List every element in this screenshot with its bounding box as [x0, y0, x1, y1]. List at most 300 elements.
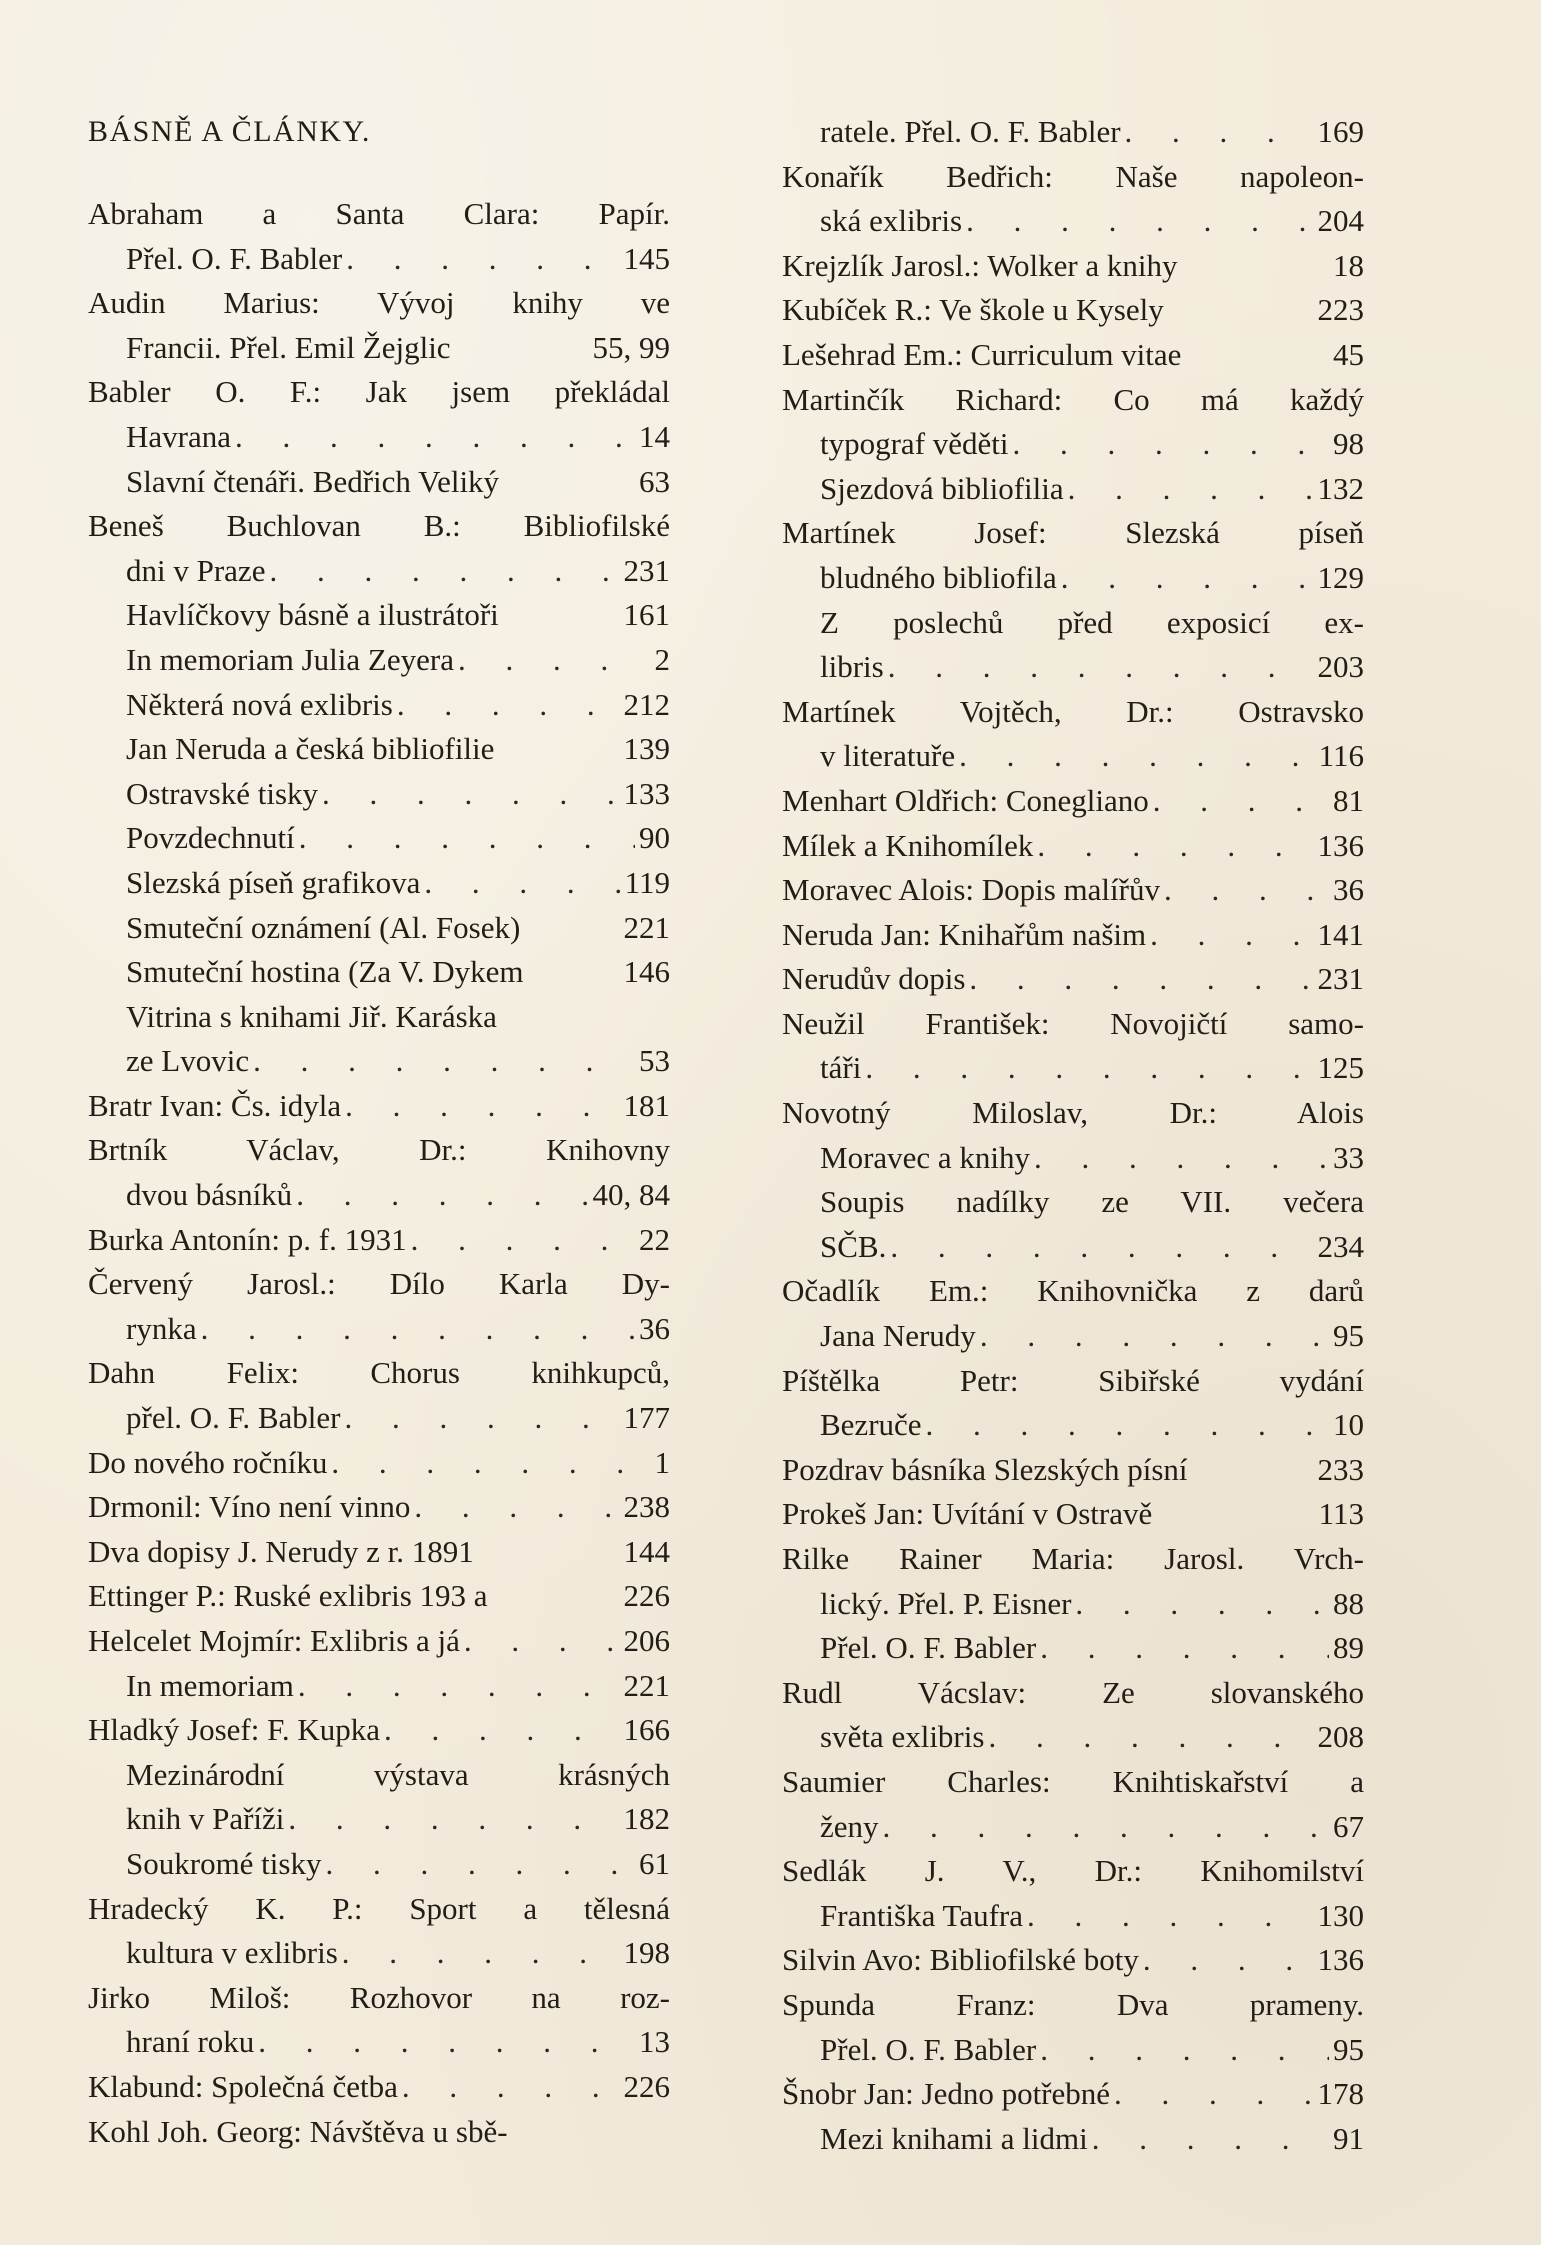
- index-entry: [782, 1002, 1364, 1091]
- entry-title: Krejzlík Jarosl.: Wolker a knihy: [782, 247, 1178, 283]
- index-entry: [782, 1537, 1364, 1626]
- entry-title: Přel. O. F. Babler: [126, 240, 343, 276]
- entry-title: Abraham a Santa Clara: Papír.: [88, 196, 670, 231]
- entry-title: Sedlák J. V., Dr.: Knihomilství: [782, 1853, 1364, 1889]
- index-entry: [88, 370, 670, 459]
- index-entry-line: [88, 2065, 670, 2110]
- index-entry: [782, 1269, 1364, 1358]
- index-entry-line: [782, 2028, 1364, 2073]
- index-entry: [782, 467, 1364, 512]
- dot-leader: [414, 1485, 619, 1530]
- entry-title: Drmonil: Víno není vinno: [88, 1489, 411, 1525]
- entry-title: Dahn Felix: Chorus knihkupců,: [88, 1355, 670, 1391]
- index-entry: [88, 1485, 670, 1530]
- index-entry: [88, 2065, 670, 2110]
- entry-title: Moravec a knihy: [820, 1139, 1031, 1175]
- index-entry-line: [782, 155, 1364, 200]
- dot-leader: [1153, 779, 1329, 824]
- page-number: 231: [623, 552, 670, 588]
- entry-title: dvou básníků: [126, 1177, 293, 1213]
- entry-title: přel. O. F. Babler: [126, 1400, 341, 1436]
- index-entry-line: [88, 1218, 670, 1263]
- page-number: 136: [1317, 1942, 1364, 1978]
- dot-leader: [1061, 556, 1314, 601]
- entry-title: Smuteční oznámení (Al. Fosek): [126, 909, 521, 945]
- index-entry-line: [88, 1128, 670, 1173]
- entry-title: Pozdrav básníka Slezských písní: [782, 1451, 1188, 1487]
- index-entry: [88, 1262, 670, 1351]
- dot-leader: [411, 1218, 635, 1263]
- index-entry-line: [782, 110, 1364, 155]
- dot-leader: [298, 1664, 620, 1709]
- index-entry: [88, 1530, 670, 1575]
- entry-title: Saumier Charles: Knihtiskařství a: [782, 1763, 1364, 1799]
- entry-title: Havlíčkovy básně a ilustrátoři: [126, 597, 499, 633]
- dot-leader: [325, 1842, 635, 1887]
- dot-leader: [458, 638, 636, 683]
- entry-title: Ostravské tisky: [126, 775, 319, 811]
- page-number: 129: [1317, 559, 1364, 595]
- page-number: 45: [1333, 336, 1364, 372]
- entry-title: Francii. Přel. Emil Žejglic: [126, 329, 451, 365]
- index-entry-line: [88, 683, 670, 728]
- dot-leader: [331, 1441, 636, 1486]
- index-entry-line: [88, 950, 670, 995]
- index-entry-line: [88, 1351, 670, 1396]
- index-entry: [88, 816, 670, 861]
- page-number: 136: [1317, 827, 1364, 863]
- dot-leader: [1143, 1938, 1314, 1983]
- dot-leader: [1034, 1136, 1329, 1181]
- index-entry: [782, 1938, 1364, 1983]
- index-entry-line: [782, 378, 1364, 423]
- index-entry: [88, 460, 670, 505]
- index-entry: [88, 1441, 670, 1486]
- index-entry-line: [88, 593, 670, 638]
- index-entry-line: [782, 1760, 1364, 1805]
- index-entry-line: [782, 1938, 1364, 1983]
- index-entry-line: [88, 1530, 670, 1575]
- entry-title: Menhart Oldřich: Conegliano: [782, 782, 1149, 818]
- page-number: 67: [1333, 1808, 1364, 1844]
- page-number: 204: [1317, 203, 1364, 239]
- index-entry: [88, 1619, 670, 1664]
- entry-title: libris: [820, 649, 884, 685]
- dot-leader: [890, 1225, 1313, 1270]
- entry-title: Očadlík Em.: Knihovnička z darů: [782, 1273, 1364, 1309]
- dot-leader: [926, 1403, 1329, 1448]
- page-number: 178: [1317, 2076, 1364, 2112]
- index-list-right: [782, 110, 1364, 2161]
- dot-leader: [1150, 913, 1313, 958]
- page-number: 40, 84: [592, 1177, 670, 1213]
- index-entry: [782, 288, 1364, 333]
- index-entry: [88, 995, 670, 1084]
- index-entry-line: [88, 415, 670, 460]
- index-entry-line: [88, 2020, 670, 2065]
- index-entry-line: [88, 1842, 670, 1887]
- index-entry: [88, 1084, 670, 1129]
- index-entry: [782, 868, 1364, 913]
- entry-title: Mílek a Knihomílek: [782, 827, 1034, 863]
- page-number: 238: [623, 1489, 670, 1525]
- entry-title: Kohl Joh. Georg: Návštěva u sbě-: [88, 2113, 508, 2149]
- entry-title: Havrana: [126, 418, 231, 454]
- dot-leader: [402, 2065, 620, 2110]
- index-entry: [88, 683, 670, 728]
- page-number: 181: [623, 1087, 670, 1123]
- entry-title: Brtník Václav, Dr.: Knihovny: [88, 1132, 670, 1168]
- entry-title: Sjezdová bibliofilia: [820, 470, 1064, 506]
- entry-title: Spunda Franz: Dva prameny.: [782, 1986, 1364, 2022]
- index-entry-line: [782, 199, 1364, 244]
- index-entry-line: [88, 1753, 670, 1798]
- entry-title: ze Lvovic: [126, 1043, 250, 1079]
- page-number: 89: [1333, 1630, 1364, 1666]
- index-entry-line: [88, 1441, 670, 1486]
- index-entry-line: [782, 690, 1364, 735]
- entry-title: Martinčík Richard: Co má každý: [782, 381, 1364, 417]
- dot-leader: [253, 1039, 635, 1084]
- page-number: 81: [1333, 782, 1364, 818]
- index-entry-line: [782, 288, 1364, 333]
- dot-leader: [980, 1314, 1329, 1359]
- index-entry: [88, 192, 670, 281]
- page-number: 36: [639, 1310, 670, 1346]
- dot-leader: [201, 1307, 635, 1352]
- index-entry: [88, 1708, 670, 1753]
- dot-leader: [1027, 1894, 1314, 1939]
- dot-leader: [888, 645, 1314, 690]
- index-entry-line: [782, 244, 1364, 289]
- index-entry-line: [88, 549, 670, 594]
- entry-title: v literatuře: [820, 738, 956, 774]
- index-entry-line: [782, 1225, 1364, 1270]
- dot-leader: [235, 415, 635, 460]
- index-entry-line: [88, 1619, 670, 1664]
- index-entry-line: [88, 1485, 670, 1530]
- page-number: 33: [1333, 1139, 1364, 1175]
- index-entry-line: [782, 957, 1364, 1002]
- dot-leader: [344, 1396, 619, 1441]
- page-number: 234: [1317, 1228, 1364, 1264]
- index-entry: [782, 913, 1364, 958]
- index-entry-line: [782, 1091, 1364, 1136]
- index-entry-line: [88, 1084, 670, 1129]
- index-entry-line: [782, 1715, 1364, 1760]
- index-entry-line: [782, 1269, 1364, 1314]
- entry-title: Martínek Josef: Slezská píseň: [782, 515, 1364, 551]
- dot-leader: [397, 683, 620, 728]
- entry-title: Slavní čtenáři. Bedřich Veliký: [126, 463, 500, 499]
- index-entry: [782, 824, 1364, 869]
- entry-title: Jan Neruda a česká bibliofilie: [126, 731, 495, 767]
- index-entry: [782, 1983, 1364, 2072]
- entry-title: Přel. O. F. Babler: [820, 2031, 1037, 2067]
- page-number: 132: [1317, 470, 1364, 506]
- dot-leader: [322, 772, 619, 817]
- index-entry-line: [782, 1626, 1364, 1671]
- dot-leader: [424, 861, 620, 906]
- index-entry-line: [88, 1664, 670, 1709]
- dot-leader: [1125, 110, 1314, 155]
- page-number: 113: [1318, 1496, 1364, 1532]
- entry-title: Jana Nerudy: [820, 1318, 976, 1354]
- page-number: 145: [623, 240, 670, 276]
- dot-leader: [883, 1805, 1329, 1850]
- entry-title: kultura v exlibris: [126, 1935, 338, 1971]
- page-number: 98: [1333, 426, 1364, 462]
- index-entry-line: [88, 1173, 670, 1218]
- index-entry: [782, 779, 1364, 824]
- index-entry: [88, 727, 670, 772]
- dot-leader: [288, 1797, 619, 1842]
- dot-leader: [345, 1084, 619, 1129]
- page-number: 90: [639, 820, 670, 856]
- index-entry-line: [88, 326, 670, 371]
- index-entry: [88, 1664, 670, 1709]
- entry-title: hraní roku: [126, 2024, 255, 2060]
- section-heading: BÁSNĚ A ČLÁNKY.: [88, 115, 371, 148]
- index-entry: [782, 957, 1364, 1002]
- index-entry: [782, 378, 1364, 467]
- dot-leader: [299, 816, 635, 861]
- entry-title: Novotný Miloslav, Dr.: Alois: [782, 1095, 1364, 1131]
- index-entry: [88, 1128, 670, 1217]
- entry-title: Moravec Alois: Dopis malířův: [782, 872, 1160, 908]
- index-entry: [88, 950, 670, 995]
- index-entry: [88, 1842, 670, 1887]
- index-list-left: [88, 192, 670, 2154]
- index-entry-line: [88, 1039, 670, 1084]
- index-entry-line: [782, 1983, 1364, 2028]
- page-number: 233: [1317, 1451, 1364, 1487]
- index-entry-line: [782, 1849, 1364, 1894]
- page-number: 231: [1317, 961, 1364, 997]
- index-entry: [782, 1091, 1364, 1180]
- dot-leader: [464, 1619, 620, 1664]
- entry-title: Silvin Avo: Bibliofilské boty: [782, 1942, 1139, 1978]
- dot-leader: [1068, 467, 1314, 512]
- entry-title: SČB.: [820, 1228, 887, 1264]
- entry-title: Babler O. F.: Jak jsem překládal: [88, 374, 670, 410]
- index-entry-line: [88, 816, 670, 861]
- entry-title: Rudl Vácslav: Ze slovanského: [782, 1674, 1364, 1710]
- page-number: 10: [1333, 1407, 1364, 1443]
- index-entry-line: [88, 1797, 670, 1842]
- dot-leader: [865, 1046, 1313, 1091]
- index-entry: [782, 2072, 1364, 2117]
- entry-title: dni v Praze: [126, 552, 266, 588]
- page-number: 130: [1317, 1897, 1364, 1933]
- page-number: 169: [1317, 114, 1364, 149]
- index-entry: [782, 155, 1364, 244]
- dot-leader: [296, 1173, 588, 1218]
- entry-title: Vitrina s knihami Jiř. Karáska: [126, 998, 497, 1034]
- page-number: 166: [623, 1712, 670, 1748]
- index-entry-line: [782, 1448, 1364, 1493]
- page-number: 198: [623, 1935, 670, 1971]
- page-number: 116: [1318, 738, 1364, 774]
- page-number: 22: [639, 1221, 670, 1257]
- index-entry: [782, 1626, 1364, 1671]
- index-entry-line: [782, 2117, 1364, 2162]
- entry-title: táři: [820, 1050, 862, 1086]
- index-entry-line: [88, 1574, 670, 1619]
- page-number: 161: [623, 597, 670, 633]
- index-entry: [88, 1574, 670, 1619]
- dot-leader: [1013, 422, 1329, 467]
- page-number: 221: [623, 1667, 670, 1703]
- index-entry: [782, 511, 1364, 600]
- index-entry-line: [782, 913, 1364, 958]
- index-entry: [782, 601, 1364, 690]
- page-number: 206: [623, 1623, 670, 1658]
- index-entry: [782, 1671, 1364, 1760]
- dot-leader: [1037, 824, 1313, 869]
- dot-leader: [258, 2020, 635, 2065]
- index-entry-line: [782, 1046, 1364, 1091]
- entry-title: Soupis nadílky ze VII. večera: [820, 1184, 1364, 1220]
- page-number: 208: [1317, 1719, 1364, 1755]
- entry-title: Mezi knihami a lidmi: [820, 2120, 1088, 2156]
- page-number: 95: [1333, 1318, 1364, 1354]
- page-number: 133: [623, 775, 670, 811]
- index-entry: [88, 593, 670, 638]
- index-entry-line: [88, 281, 670, 326]
- index-entry-line: [88, 861, 670, 906]
- index-entry-line: [88, 192, 670, 237]
- index-entry: [88, 1753, 670, 1842]
- index-entry: [782, 690, 1364, 779]
- index-entry-line: [88, 727, 670, 772]
- entry-title: Některá nová exlibris: [126, 686, 393, 722]
- entry-title: In memoriam Julia Zeyera: [126, 641, 454, 677]
- dot-leader: [1040, 1626, 1329, 1671]
- index-entry-line: [782, 1002, 1364, 1047]
- index-entry-line: [88, 995, 670, 1040]
- dot-leader: [966, 199, 1313, 244]
- entry-title: Klabund: Společná četba: [88, 2068, 398, 2104]
- entry-title: Smuteční hostina (Za V. Dykem: [126, 954, 524, 990]
- entry-title: Prokeš Jan: Uvítání v Ostravě: [782, 1496, 1153, 1532]
- index-entry: [88, 638, 670, 683]
- index-entry: [782, 333, 1364, 378]
- index-entry: [782, 244, 1364, 289]
- dot-leader: [969, 957, 1313, 1002]
- index-entry-line: [88, 2110, 670, 2155]
- index-entry-line: [88, 370, 670, 415]
- index-entry-line: [782, 511, 1364, 556]
- entry-title: Helcelet Mojmír: Exlibris a já: [88, 1623, 460, 1658]
- index-entry: [782, 1448, 1364, 1493]
- index-entry-line: [782, 422, 1364, 467]
- page-number: 177: [623, 1400, 670, 1436]
- index-entry-line: [88, 772, 670, 817]
- index-entry-line: [782, 645, 1364, 690]
- page-number: 146: [623, 954, 670, 990]
- entry-title: Jirko Miloš: Rozhovor na roz-: [88, 1979, 670, 2015]
- index-entry: [88, 906, 670, 951]
- page-number: 36: [1333, 872, 1364, 908]
- index-entry-line: [782, 1582, 1364, 1627]
- page-number: 221: [623, 909, 670, 945]
- dot-leader: [988, 1715, 1313, 1760]
- index-entry: [782, 110, 1364, 155]
- entry-title: knih v Paříži: [126, 1801, 285, 1837]
- entry-title: Nerudův dopis: [782, 961, 966, 997]
- index-entry-line: [88, 1708, 670, 1753]
- page-number: 91: [1333, 2120, 1364, 2156]
- index-entry: [88, 1976, 670, 2065]
- index-entry-line: [782, 1671, 1364, 1716]
- page-number: 203: [1317, 649, 1364, 685]
- index-entry-line: [782, 333, 1364, 378]
- entry-title: Do nového ročníku: [88, 1444, 328, 1480]
- entry-title: Neruda Jan: Knihařům našim: [782, 916, 1147, 952]
- dot-leader: [342, 1931, 620, 1976]
- index-entry-line: [782, 467, 1364, 512]
- index-entry: [782, 1359, 1364, 1448]
- entry-title: Z poslechů před exposicí ex-: [820, 604, 1364, 640]
- entry-title: Šnobr Jan: Jedno potřebné: [782, 2076, 1111, 2112]
- entry-title: Františka Taufra: [820, 1897, 1023, 1933]
- entry-title: rynka: [126, 1310, 197, 1346]
- entry-title: typograf věděti: [820, 426, 1009, 462]
- entry-title: Slezská píseň grafikova: [126, 864, 421, 900]
- index-entry: [88, 2110, 670, 2155]
- index-entry-line: [782, 556, 1364, 601]
- entry-title: bludného bibliofila: [820, 559, 1057, 595]
- entry-title: Konařík Bedřich: Naše napoleon-: [782, 158, 1364, 194]
- index-entry: [88, 772, 670, 817]
- index-entry-line: [88, 460, 670, 505]
- index-entry: [782, 1180, 1364, 1269]
- entry-title: Beneš Buchlovan B.: Bibliofilské: [88, 508, 670, 544]
- dot-leader: [269, 549, 619, 594]
- index-entry-line: [782, 1805, 1364, 1850]
- entry-title: Hradecký K. P.: Sport a tělesná: [88, 1890, 670, 1926]
- index-entry-line: [88, 237, 670, 282]
- index-entry-line: [88, 1976, 670, 2021]
- index-entry-line: [782, 1359, 1364, 1404]
- page-number: 182: [623, 1801, 670, 1837]
- page-number: 226: [623, 2068, 670, 2104]
- page-number: 226: [623, 1578, 670, 1614]
- index-entry-line: [88, 1396, 670, 1441]
- dot-leader: [959, 734, 1315, 779]
- index-entry-line: [782, 1180, 1364, 1225]
- entry-title: Dva dopisy J. Nerudy z r. 1891: [88, 1533, 474, 1569]
- entry-title: Bratr Ivan: Čs. idyla: [88, 1087, 342, 1123]
- dot-leader: [1114, 2072, 1313, 2117]
- page-number: 119: [624, 864, 670, 900]
- index-entry-line: [782, 868, 1364, 913]
- entry-title: Martínek Vojtěch, Dr.: Ostravsko: [782, 693, 1364, 729]
- dot-leader: [1075, 1582, 1329, 1627]
- page-number: 139: [623, 731, 670, 767]
- page-number: 2: [654, 641, 670, 677]
- entry-title: Audin Marius: Vývoj knihy ve: [88, 285, 670, 321]
- entry-title: ženy: [820, 1808, 879, 1844]
- index-entry-line: [782, 1492, 1364, 1537]
- entry-title: lický. Přel. P. Eisner: [820, 1585, 1072, 1621]
- index-entry: [88, 1218, 670, 1263]
- page-number: 53: [639, 1043, 670, 1079]
- dot-leader: [346, 237, 619, 282]
- entry-title: Soukromé tisky: [126, 1845, 322, 1881]
- index-entry-line: [88, 1307, 670, 1352]
